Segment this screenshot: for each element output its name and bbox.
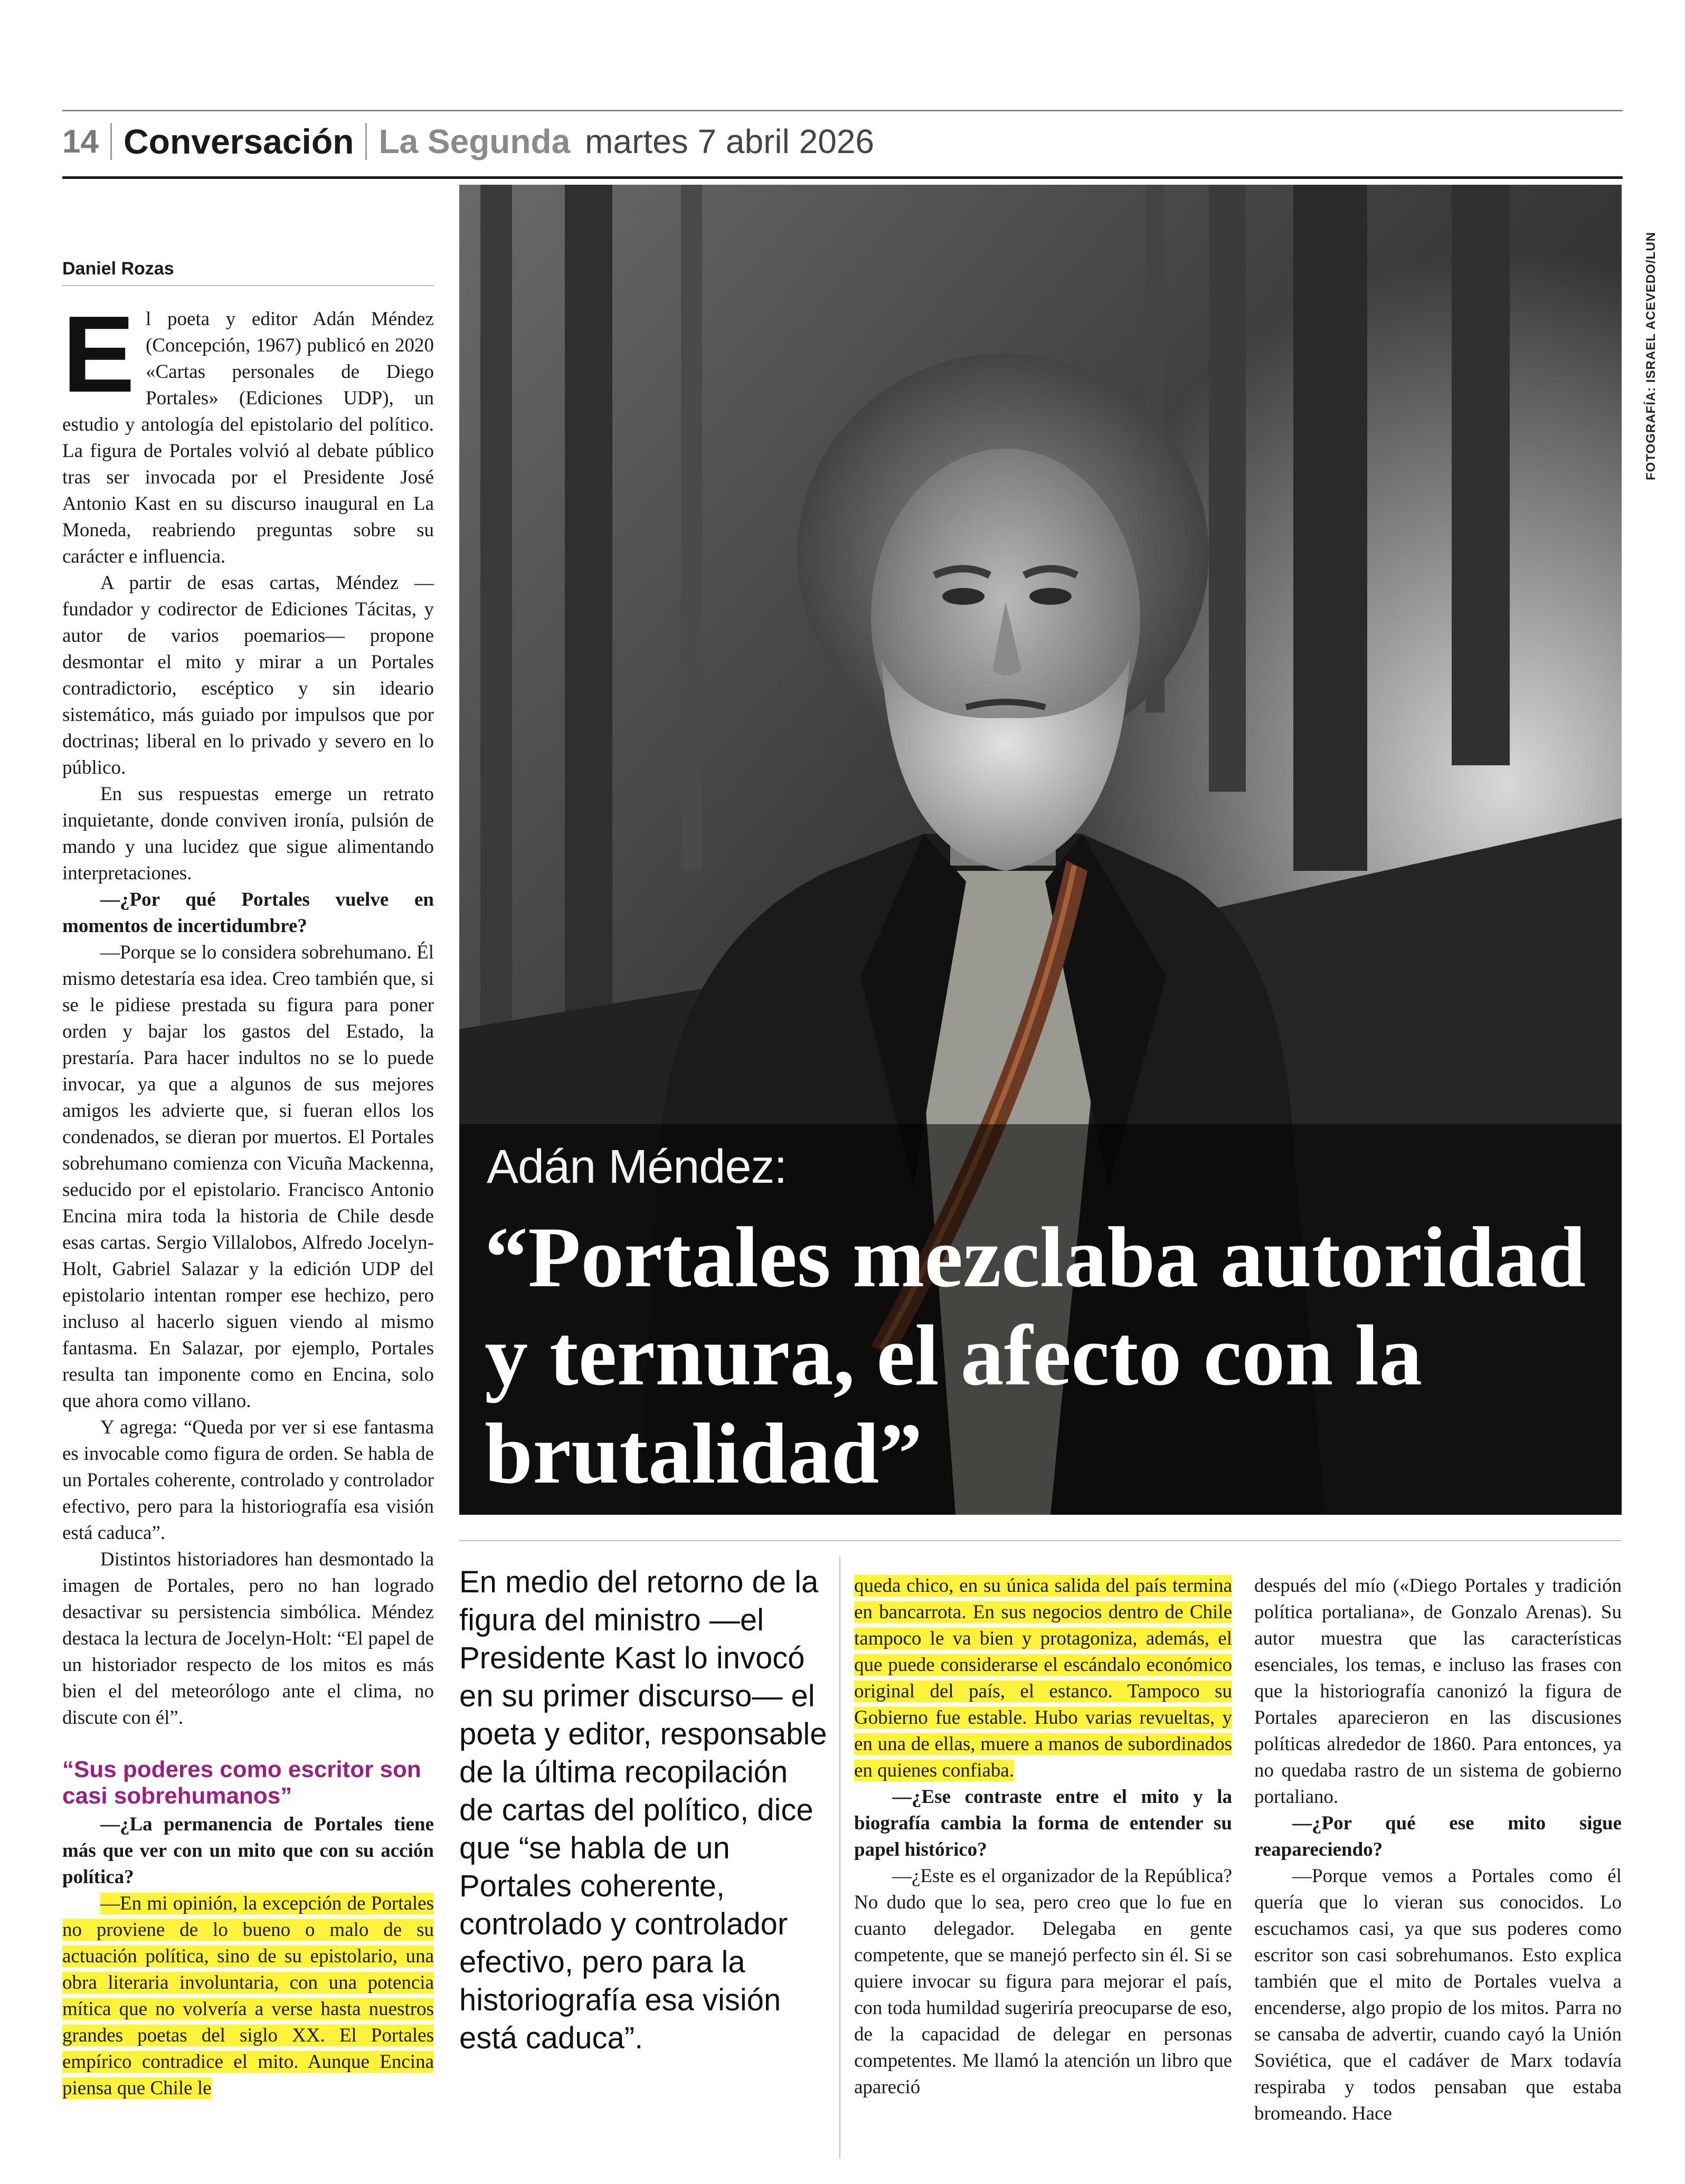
issue-date: martes 7 abril 2026 [585, 122, 875, 160]
interview-question: —¿Por qué ese mito sigue reapareciendo? [1254, 1812, 1622, 1860]
column-divider [839, 1557, 840, 2159]
header-bottom-rule [62, 176, 1623, 179]
article-column-4 [1254, 1573, 1622, 2127]
photo-credit-text: FOTOGRAFÍA: ISRAEL ACEVEDO/LUN [1644, 232, 1658, 480]
interview-question: —¿Ese contraste entre el mito y la biografía cambia la forma de entender su papel histórico? [854, 1786, 1232, 1860]
paragraph: —Porque vemos a Portales como él quería que lo vieran sus conocidos. Lo escuchamos casi, ya que sus poderes como escritor son casi sobrehumanos. Esto explica también que el mito de Portales vuelva a encenderse, algo propio de los mitos. Parra no se cansaba de advertir, cuando cayó la Unión Soviética, que el cadáver de Marx todavía respiraba y todos pensaban que estaba bromeando. Hace [1254, 1865, 1622, 2124]
paragraph: Distintos historiadores han desmontado la imagen de Portales, pero no han logrado desactivar su persistencia simbólica. Méndez destaca la lectura de Jocelyn-Holt: “El papel de un historiador respecto de los mitos es más bien el del meteorólogo ante el clima, no discute con él”. [62, 1549, 434, 1729]
masthead-divider [110, 123, 112, 160]
highlighted-text: queda chico, en su única salida del país termina en bancarrota. En sus negocios dentro de Chile tampoco le va bien y protagoniza, además, el que puede considerarse el escándalo económico original del país, el estanco. Tampoco su Gobierno fue estable. Hubo varias revueltas, y en una de ellas, muere a manos de subordinados en quienes confiaba. [854, 1575, 1232, 1781]
article-column-3 [854, 1573, 1232, 2101]
masthead [62, 117, 874, 166]
paragraph: l poeta y editor Adán Méndez (Concepción, 1967) publicó en 2020 «Cartas personales de Diego Portales» (Ediciones UDP), un estudio y antología del epistolario del político. La figura de Portales volvió al debate público tras ser invocada por el Presidente José Antonio Kast en su discurso inaugural en La Moneda, reabriendo preguntas sobre su carácter e influencia. [62, 308, 434, 567]
interview-question: —¿La permanencia de Portales tiene más que ver con un mito que con su acción política? [62, 1813, 434, 1888]
pull-quote: En medio del retorno de la figura del ministro —el Presidente Kast lo invocó en su primer discurso— el poeta y editor, responsable de la última recopilación de cartas del político, dice que “se habla de un Portales coherente, controlado y controlador efectivo, pero para la historiografía esa visión está caduca”. [459, 1565, 827, 2055]
paragraph: —Porque se lo considera sobrehumano. Él mismo detestaría esa idea. Creo también que, si se le pidiese prestada su figura para poner orden y bajar los gastos del Estado, la prestaría. Para hacer indultos no se lo puede invocar, ya que a algunos de sus mejores amigos les advierte que, si fueran ellos los condenados, se dieran por muertos. El Portales sobrehumano comienza con Vicuña Mackenna, seducido por el epistolario. Francisco Antonio Encina mira toda la historia de Chile desde esas cartas. Sergio Villalobos, Alfredo Jocelyn-Holt, Gabriel Salazar y la edición UDP del epistolario intentan romper ese hechizo, pero incluso al hacerlo siguen viendo al mismo fantasma. En Salazar, por ejemplo, Portales resulta tan imponente como en Encina, solo que ahora como villano. [62, 942, 434, 1412]
paragraph: después del mío («Diego Portales y tradición política portaliana», de Gonzalo Arenas). Su autor muestra que las características esenciales, los temas, e incluso las frases con que la historiografía canonizó la figura de Portales aparecieron en las discusiones políticas alrededor de 1860. Para entonces, ya no quedaba rastro de un sistema de gobierno portaliano. [1254, 1575, 1622, 1808]
headline-name: Adán Méndez: [487, 1141, 787, 1193]
paragraph-highlighted [854, 1573, 1232, 1784]
paragraph: En sus respuestas emerge un retrato inquietante, donde conviven ironía, pulsión de mando y una lucidez que sigue alimentando interpretaciones. [62, 783, 434, 884]
paragraph-highlighted [62, 1891, 434, 2102]
interview-question: —¿Por qué Portales vuelve en momentos de incertidumbre? [62, 889, 434, 937]
headline-quote: “Portales mezclaba autoridad y ternura, el afecto con la brutalidad” [485, 1210, 1586, 1502]
article-column-1 [62, 293, 434, 2102]
newspaper-name: La Segunda [378, 122, 571, 160]
section-rule [459, 1540, 1622, 1541]
drop-cap: E [62, 293, 135, 415]
paragraph: Y agrega: “Queda por ver si ese fantasma es invocable como figura de orden. Se habla de un Portales coherente, controlado y controlador efectivo, pero para la historiografía esa visión está caduca”. [62, 1417, 434, 1544]
photo-credit [1626, 185, 1658, 480]
section-subhead: “Sus poderes como escritor son casi sobrehumanos” [62, 1756, 421, 1809]
highlighted-text: —En mi opinión, la excepción de Portales no proviene de lo bueno o malo de su actuación política, sino de su epistolario, una obra literaria involuntaria, con una potencia mítica que no volvería a verse hasta nuestros grandes poetas del siglo XX. El Portales empírico contradice el mito. Aunque Encina piensa que Chile le [62, 1893, 434, 2099]
byline-rule [62, 285, 434, 286]
section-title: Conversación [123, 122, 354, 161]
paragraph: —¿Este es el organizador de la República? No dudo que lo sea, pero creo que lo fue en cuanto delegador. Delegaba en gente competente, que se manejó perfecto sin él. Si se quiere invocar su figura para mejorar el país, con toda humildad sugeriría preocuparse de eso, de la capacidad de delegar en personas competentes. Me llamó la atención un libro que apareció [854, 1865, 1232, 2098]
masthead-divider [365, 123, 367, 160]
paragraph: A partir de esas cartas, Méndez —fundador y codirector de Ediciones Tácitas, y autor de varios poemarios— propone desmontar el mito y mirar a un Portales contradictorio, escéptico y sin ideario sistemático, más guiado por impulsos que por doctrinas; liberal en lo privado y severo en lo público. [62, 572, 434, 778]
header-top-rule [62, 110, 1623, 111]
page-number: 14 [62, 123, 99, 160]
byline: Daniel Rozas [62, 259, 174, 279]
